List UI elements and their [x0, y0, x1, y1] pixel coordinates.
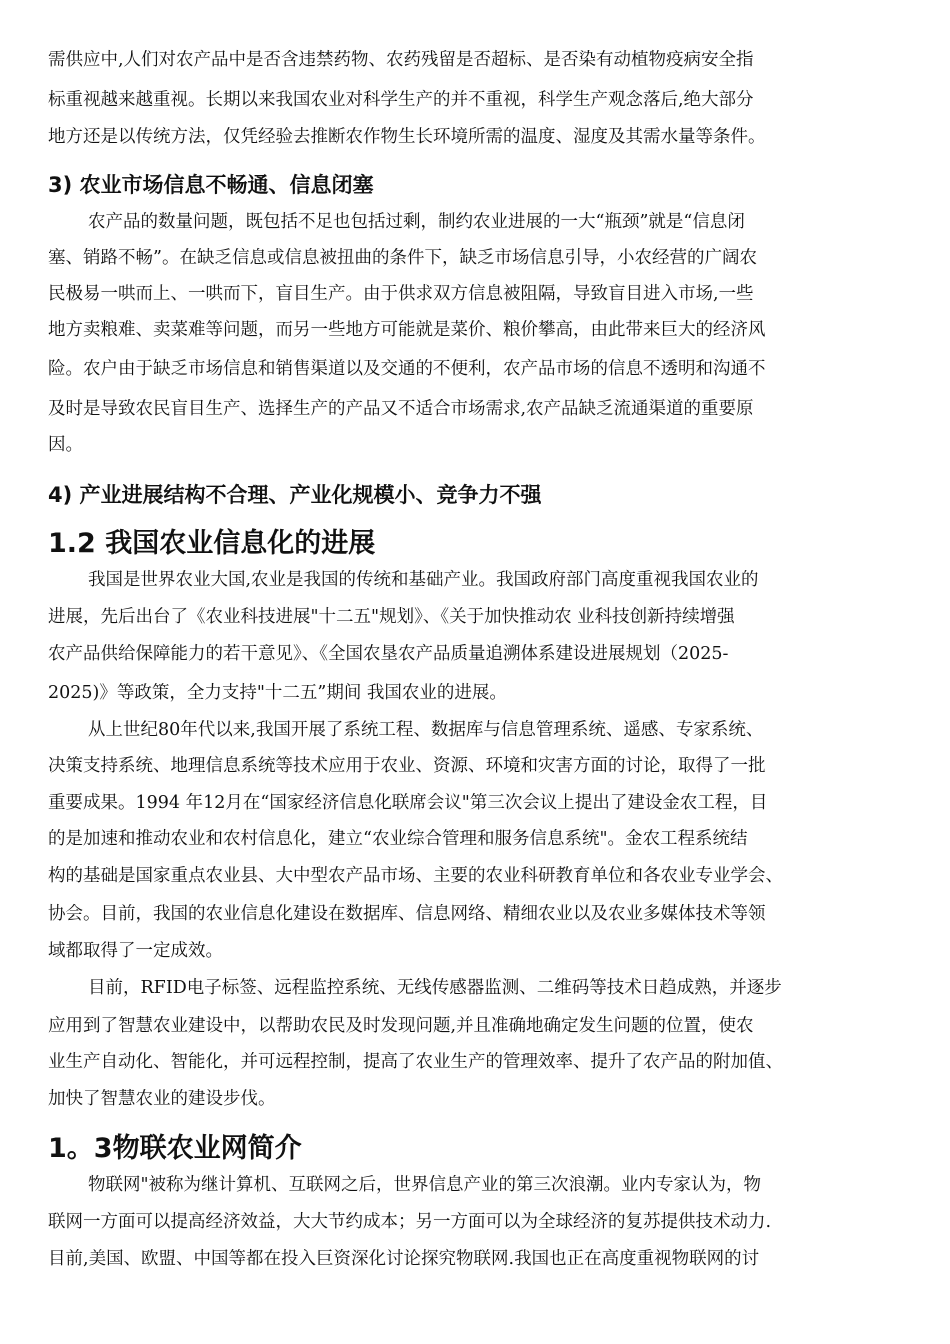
paragraph-line: 协会。目前，我国的农业信息化建设在数据库、信息网络、精细农业以及农业多媒体技术等领 — [48, 904, 766, 924]
section-3-heading: 3) 农业市场信息不畅通、信息闭塞 — [48, 173, 374, 197]
paragraph-line: 应用到了智慧农业建设中，以帮助农民及时发现问题,并且准确地确定发生问题的位置，使农 — [48, 1016, 754, 1036]
section-1-3-heading: 1。3物联农业网简介 — [48, 1133, 302, 1164]
paragraph-line: 及时是导致农民盲目生产、选择生产的产品又不适合市场需求,农产品缺乏流通渠道的重要原 — [48, 399, 754, 419]
paragraph-line: 决策支持系统、地理信息系统等技术应用于农业、资源、环境和灾害方面的讨论，取得了一批 — [48, 756, 766, 776]
paragraph-line: 因。 — [48, 435, 83, 455]
section-1-2-heading: 1.2 我国农业信息化的进展 — [48, 528, 376, 559]
paragraph-line: 进展，先后出台了《农业科技进展"十二五"规划》、《关于加快推动农 业科技创新持续增强 — [48, 607, 735, 627]
paragraph-line: 2025)》等政策，全力支持"十二五”期间 我国农业的进展。 — [48, 683, 507, 703]
intro-line: 地方还是以传统方法，仅凭经验去推断农作物生长环境所需的温度、湿度及其需水量等条件。 — [48, 127, 766, 147]
paragraph-line: 联网一方面可以提高经济效益，大大节约成本；另一方面可以为全球经济的复苏提供技术动力. — [48, 1212, 772, 1232]
intro-line: 需供应中,人们对农产品中是否含违禁药物、农药残留是否超标、是否染有动植物疫病安全指 — [48, 50, 754, 70]
paragraph-line: 的是加速和推动农业和农村信息化，建立“农业综合管理和服务信息系统"。金农工程系统结 — [48, 829, 748, 849]
paragraph-line: 险。农户由于缺乏市场信息和销售渠道以及交通的不便利，农产品市场的信息不透明和沟通不 — [48, 359, 766, 379]
paragraph-line: 构的基础是国家重点农业县、大中型农产品市场、主要的农业科研教育单位和各农业专业学会、 — [48, 866, 783, 886]
paragraph-line: 域都取得了一定成效。 — [48, 941, 223, 961]
paragraph-line: 塞、销路不畅”。在缺乏信息或信息被扭曲的条件下，缺乏市场信息引导，小农经营的广阔农 — [48, 248, 757, 268]
paragraph-line: 目前，RFID电子标签、远程监控系统、无线传感器监测、二维码等技术日趋成熟，并逐步 — [88, 978, 782, 998]
paragraph-line: 民极易一哄而上、一哄而下，盲目生产。由于供求双方信息被阻隔，导致盲目进入市场,一些 — [48, 284, 754, 304]
paragraph-line: 重要成果。1994 年12月在“国家经济信息化联席会议"第三次会议上提出了建设金农工程，目 — [48, 793, 768, 813]
paragraph-line: 我国是世界农业大国,农业是我国的传统和基础产业。我国政府部门高度重视我国农业的 — [88, 570, 759, 590]
paragraph-line: 农产品供给保障能力的若干意见》、《全国农垦农产品质量追溯体系建设进展规划（2025- — [48, 644, 729, 664]
paragraph-line: 农产品的数量问题，既包括不足也包括过剩，制约农业进展的一大“瓶颈”就是“信息闭 — [88, 212, 745, 232]
paragraph-line: 物联网"被称为继计算机、互联网之后，世界信息产业的第三次浪潮。业内专家认为，物 — [88, 1175, 762, 1195]
paragraph-line: 目前,美国、欧盟、中国等都在投入巨资深化讨论探究物联网.我国也正在高度重视物联网的讨 — [48, 1249, 760, 1269]
section-4-heading: 4) 产业进展结构不合理、产业化规模小、竞争力不强 — [48, 483, 542, 507]
paragraph-line: 加快了智慧农业的建设步伐。 — [48, 1089, 276, 1109]
paragraph-line: 地方卖粮难、卖菜难等问题，而另一些地方可能就是菜价、粮价攀高，由此带来巨大的经济风 — [48, 320, 766, 340]
intro-line: 标重视越来越重视。长期以来我国农业对科学生产的并不重视，科学生产观念落后,绝大部分 — [48, 90, 754, 110]
paragraph-line: 从上世纪80年代以来,我国开展了系统工程、数据库与信息管理系统、遥感、专家系统、 — [88, 720, 764, 740]
paragraph-line: 业生产自动化、智能化，并可远程控制，提高了农业生产的管理效率、提升了农产品的附加值、 — [48, 1052, 783, 1072]
